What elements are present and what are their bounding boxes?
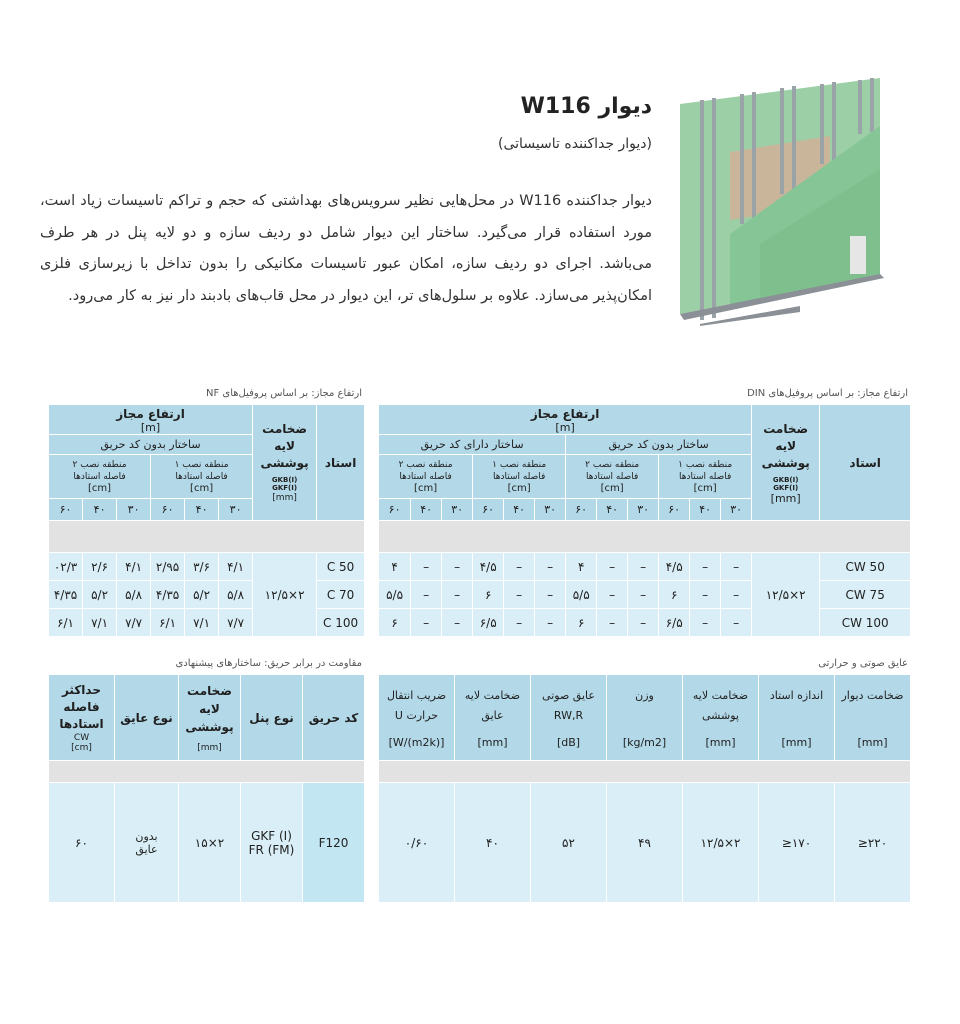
- din-spacing-value: ۴۰: [411, 499, 442, 521]
- din-cell: –: [442, 581, 473, 609]
- nf-zone-header: [49, 455, 151, 499]
- nf-zone-label: منطقه نصب ۱: [174, 459, 229, 470]
- din-gray-band: [379, 521, 911, 553]
- table-row: [379, 581, 911, 609]
- nf-cell: ۲/۹۵: [151, 553, 185, 581]
- acoustic-header-label: ضخامت دیوار: [841, 689, 904, 702]
- nf-group-header: ساختار بدون کد حریق: [49, 435, 253, 455]
- fire-cell: ۲×۱۵: [179, 783, 241, 903]
- table-row: [379, 609, 911, 637]
- acoustic-header-unit: [mm]: [705, 736, 736, 749]
- nf-stud-cell: C 50: [317, 553, 365, 581]
- fire-cell: بدون عایق: [115, 783, 179, 903]
- acoustic-header-unit: [kg/m2]: [622, 736, 667, 749]
- nf-cell: ۵/۲: [83, 581, 117, 609]
- din-cell: –: [442, 609, 473, 637]
- din-spacing-label: فاصله استادها: [492, 471, 546, 482]
- fire-header-cell: [241, 675, 303, 761]
- nf-gray-band: [49, 521, 365, 553]
- din-stud-header: استاد: [820, 405, 911, 521]
- din-thickness-header: [752, 405, 820, 521]
- nf-table-caption: ارتفاع مجاز: بر اساس پروفیل‌های NF: [205, 388, 362, 399]
- acoustic-header-label: اندازه استاد: [769, 689, 824, 702]
- nf-cell: ۴/۱: [219, 553, 253, 581]
- din-spacing-unit: [cm]: [600, 482, 624, 494]
- din-cell: –: [628, 581, 659, 609]
- nf-cell: ۷/۱: [83, 609, 117, 637]
- nf-cell: ۲/۶: [83, 553, 117, 581]
- din-zone-label: منطقه نصب ۲: [585, 459, 640, 470]
- nf-cell: ۵/۲: [185, 581, 219, 609]
- fire-cell: GKF (I) FR (FM): [241, 783, 303, 903]
- nf-spacing-label: فاصله استادها: [175, 471, 228, 482]
- din-spacing-label: فاصله استادها: [585, 471, 639, 482]
- acoustic-header-cell: [835, 675, 911, 761]
- din-cell: ۵/۵: [566, 581, 597, 609]
- din-cell: –: [597, 609, 628, 637]
- din-cell: –: [411, 553, 442, 581]
- din-spacing-value: ۳۰: [628, 499, 659, 521]
- din-spacing-value: ۳۰: [535, 499, 566, 521]
- din-cell: –: [690, 553, 721, 581]
- din-spacing-value: ۶۰: [379, 499, 411, 521]
- nf-table: [48, 404, 365, 637]
- din-stud-cell: CW 100: [820, 609, 911, 637]
- nf-height-unit: [m]: [140, 420, 161, 434]
- nf-cell: ۶/۱: [151, 609, 185, 637]
- fire-header-label: کد حریق: [308, 710, 359, 725]
- nf-cell: ۴/۱: [117, 553, 151, 581]
- acoustic-header-unit: [(W/(m2k]: [388, 736, 445, 749]
- din-cell: ۴: [566, 553, 597, 581]
- din-spacing-unit: [cm]: [414, 482, 438, 494]
- din-cell: ۶: [473, 581, 504, 609]
- nf-spacing-value: ۴۰: [185, 499, 219, 521]
- acoustic-cell: ۴۹: [607, 783, 683, 903]
- din-zone-label: منطقه نصب ۱: [678, 459, 733, 470]
- nf-thickness-header: [253, 405, 317, 521]
- fire-header-unit: [mm]: [197, 742, 222, 753]
- acoustic-header-unit: [mm]: [477, 736, 508, 749]
- din-cell: –: [535, 581, 566, 609]
- nf-thickness-label: ضخامت لایه پوششی: [260, 422, 309, 470]
- din-spacing-unit: [cm]: [693, 482, 717, 494]
- acoustic-header-cell: [531, 675, 607, 761]
- nf-stud-cell: C 100: [317, 609, 365, 637]
- nf-thickness-unit: [mm]: [272, 493, 297, 503]
- acoustic-cell: ۲۲۰≤: [835, 783, 911, 903]
- nf-spacing-value: ۶۰: [151, 499, 185, 521]
- nf-cell: ۴/۳۵: [49, 581, 83, 609]
- din-spacing-value: ۶۰: [566, 499, 597, 521]
- din-thickness-unit: [mm]: [770, 491, 801, 505]
- din-cell: –: [504, 609, 535, 637]
- din-thickness-types: GKB(I) GKF(I): [772, 475, 799, 492]
- nf-spacing-unit: [cm]: [190, 482, 214, 494]
- din-cell: –: [411, 581, 442, 609]
- fire-header-label: نوع عایق: [120, 710, 173, 725]
- din-cell: –: [597, 553, 628, 581]
- din-height-title: ارتفاع مجاز: [530, 406, 600, 421]
- fire-cell: ۶۰: [49, 783, 115, 903]
- din-cell: ۶: [566, 609, 597, 637]
- din-cell: –: [721, 609, 752, 637]
- fire-header-label: ضخامت لایه پوششی: [185, 683, 234, 734]
- table-row: [49, 553, 365, 581]
- din-cell: –: [411, 609, 442, 637]
- din-table: [378, 404, 911, 637]
- din-cell: ۶: [379, 609, 411, 637]
- din-cell: ۴/۵: [473, 553, 504, 581]
- nf-spacing-value: ۶۰: [49, 499, 83, 521]
- fire-table-caption: مقاومت در برابر حریق: ساختارهای پیشنهادی: [175, 658, 362, 669]
- din-zone-header: [566, 455, 659, 499]
- wall-illustration: [670, 74, 920, 326]
- nf-cell: ۶/۱: [49, 609, 83, 637]
- din-stud-cell: CW 50: [820, 553, 911, 581]
- din-zone-header: [659, 455, 752, 499]
- fire-table: [48, 674, 365, 903]
- acoustic-header-cell: [379, 675, 455, 761]
- fire-header-cell: [49, 675, 115, 761]
- din-cell: –: [504, 553, 535, 581]
- acoustic-gray-band: [379, 761, 911, 783]
- acoustic-cell: ۰/۶۰: [379, 783, 455, 903]
- acoustic-header-cell: [759, 675, 835, 761]
- nf-spacing-label: فاصله استادها: [73, 471, 126, 482]
- acoustic-header-cell: [607, 675, 683, 761]
- acoustic-header-label: عایق صوتی RW,R: [542, 689, 595, 722]
- din-spacing-label: فاصله استادها: [399, 471, 452, 482]
- din-spacing-value: ۴۰: [504, 499, 535, 521]
- nf-cell: ۷/۷: [117, 609, 151, 637]
- page-subtitle: (دیوار جداکننده تاسیساتی): [498, 136, 652, 152]
- din-cell: ۶/۵: [659, 609, 690, 637]
- din-zone-header: [379, 455, 473, 499]
- table-row: [49, 609, 365, 637]
- intro-paragraph: دیوار جداکننده W116 در محل‌هایی نظیر سرویس‌های بهداشتی که حجم و تراکم تاسیسات زیاد است، مورد استفاده قرار می‌گیرد. ساختار این دیوار شامل دو ردیف سازه و دو لایه پنل در هر طرف می‌باشد. اجرای دو ردیف سازه، امکان عبور تاسیسات مکانیکی را بدون تداخل با زیرسازی فلزی امکان‌پذیر می‌سازد. علاوه بر سلول‌های تر، این دیوار در محل قاب‌های بادبند دار نیز به کار می‌رود.: [40, 193, 653, 304]
- din-table-caption: ارتفاع مجاز: بر اساس پروفیل‌های DIN: [747, 388, 908, 399]
- din-cell: –: [597, 581, 628, 609]
- fire-header-label: نوع پنل: [249, 710, 294, 725]
- fire-header-cell: [179, 675, 241, 761]
- din-cell: –: [535, 609, 566, 637]
- acoustic-header-unit: [mm]: [781, 736, 812, 749]
- fire-header-unit: CW [cm]: [71, 733, 92, 753]
- acoustic-header-label: ضخامت لایه عایق: [464, 689, 521, 722]
- page-title: دیوار W116: [520, 94, 652, 119]
- din-cell: –: [690, 609, 721, 637]
- din-stud-cell: CW 75: [820, 581, 911, 609]
- din-cell: –: [690, 581, 721, 609]
- fire-gray-band: [49, 761, 365, 783]
- nf-zone-label: منطقه نصب ۲: [72, 459, 127, 470]
- nf-stud-cell: C 70: [317, 581, 365, 609]
- nf-cell: ۵/۸: [219, 581, 253, 609]
- table-row: [379, 783, 911, 903]
- acoustic-header-label: ضریب انتقال حرارت U: [386, 689, 447, 722]
- din-height-header: [379, 405, 752, 435]
- nf-cell: ۷/۷: [219, 609, 253, 637]
- nf-spacing-value: ۳۰: [219, 499, 253, 521]
- fire-header-cell: [115, 675, 179, 761]
- nf-cell: ۵/۸: [117, 581, 151, 609]
- din-spacing-value: ۳۰: [442, 499, 473, 521]
- din-cell: ۴: [379, 553, 411, 581]
- din-group-no-fire: ساختار بدون کد حریق: [566, 435, 752, 455]
- din-cell: –: [628, 609, 659, 637]
- acoustic-header-cell: [683, 675, 759, 761]
- din-thickness-label: ضخامت لایه پوششی: [761, 421, 810, 470]
- acoustic-header-unit: [mm]: [857, 736, 888, 749]
- nf-spacing-value: ۴۰: [83, 499, 117, 521]
- din-cell: –: [721, 581, 752, 609]
- nf-stud-header: استاد: [317, 405, 365, 521]
- nf-cell: ۰۲/۳: [49, 553, 83, 581]
- din-spacing-value: ۶۰: [473, 499, 504, 521]
- nf-spacing-unit: [cm]: [88, 482, 112, 494]
- acoustic-header-label: ضخامت لایه پوششی: [692, 689, 749, 722]
- table-row: [49, 783, 365, 903]
- acoustic-header-label: وزن: [635, 689, 654, 702]
- din-spacing-unit: [cm]: [507, 482, 531, 494]
- din-cell: –: [535, 553, 566, 581]
- acoustic-header-cell: [455, 675, 531, 761]
- din-spacing-value: ۴۰: [597, 499, 628, 521]
- din-zone-label: منطقه نصب ۲: [398, 459, 453, 470]
- nf-zone-header: [151, 455, 253, 499]
- nf-cell: ۴/۳۵: [151, 581, 185, 609]
- din-spacing-label: فاصله استادها: [678, 471, 732, 482]
- din-cell: –: [628, 553, 659, 581]
- din-cell: –: [721, 553, 752, 581]
- din-spacing-value: ۴۰: [690, 499, 721, 521]
- din-cell: ۵/۵: [379, 581, 411, 609]
- acoustic-table: [378, 674, 911, 903]
- table-row: [379, 553, 911, 581]
- din-zone-header: [473, 455, 566, 499]
- din-spacing-value: ۶۰: [659, 499, 690, 521]
- acoustic-header-unit: [dB]: [556, 736, 581, 749]
- fire-header-label: حداکثر فاصله استادها: [59, 683, 104, 731]
- nf-cell: ۳/۶: [185, 553, 219, 581]
- nf-cell: ۷/۱: [185, 609, 219, 637]
- din-cell: ۶: [659, 581, 690, 609]
- acoustic-cell: ۴۰: [455, 783, 531, 903]
- fire-code-cell: F120: [303, 783, 365, 903]
- table-row: [49, 581, 365, 609]
- din-cell: –: [442, 553, 473, 581]
- din-spacing-value: ۳۰: [721, 499, 752, 521]
- acoustic-cell: ۱۷۰≤: [759, 783, 835, 903]
- acoustic-cell: ۲×۱۲/۵: [683, 783, 759, 903]
- nf-thickness-types: GKB(I) GKF(I): [271, 476, 298, 492]
- acoustic-table-caption: عایق صوتی و حرارتی: [818, 658, 908, 669]
- din-cell: ۴/۵: [659, 553, 690, 581]
- din-zone-label: منطقه نصب ۱: [492, 459, 547, 470]
- nf-spacing-value: ۳۰: [117, 499, 151, 521]
- nf-height-title: ارتفاع مجاز: [116, 406, 185, 421]
- din-thickness-cell: ۲×۱۲/۵: [752, 553, 820, 637]
- din-cell: ۶/۵: [473, 609, 504, 637]
- nf-thickness-cell: ۲×۱۲/۵: [253, 553, 317, 637]
- din-height-unit: [m]: [555, 420, 575, 434]
- fire-header-cell: [303, 675, 365, 761]
- nf-height-header: [49, 405, 253, 435]
- din-cell: –: [504, 581, 535, 609]
- acoustic-cell: ۵۲: [531, 783, 607, 903]
- din-group-fire: ساختار دارای کد حریق: [379, 435, 566, 455]
